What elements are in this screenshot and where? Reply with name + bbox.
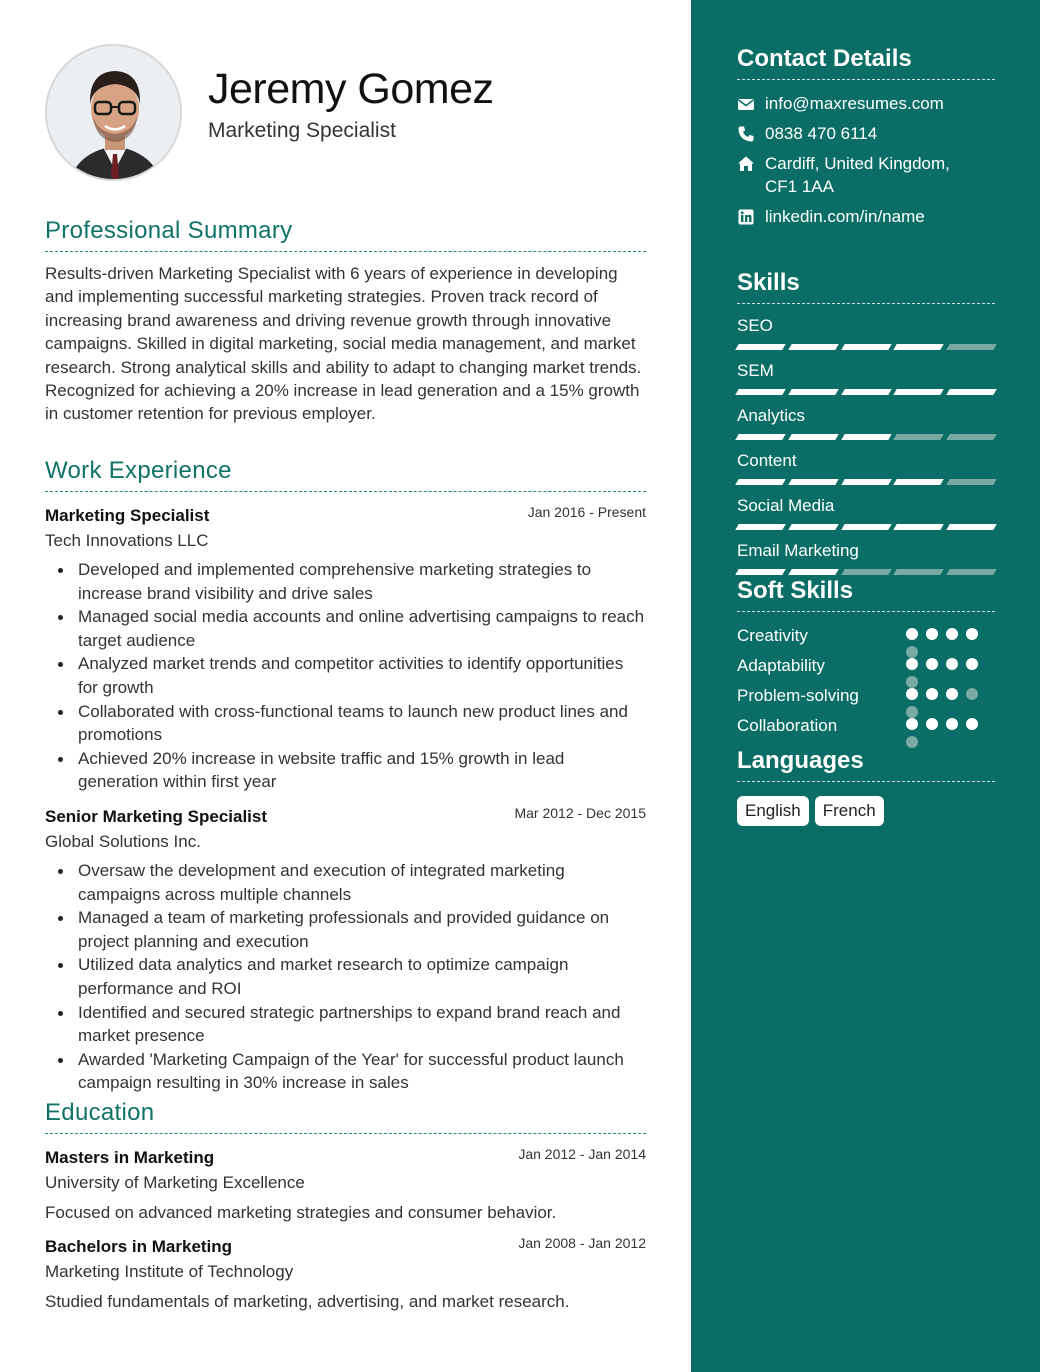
job-title: Marketing Specialist bbox=[45, 506, 210, 525]
skill-level-bar bbox=[737, 569, 995, 575]
skill-level-segment bbox=[735, 479, 785, 485]
rating-dot bbox=[946, 718, 958, 730]
education-entry bbox=[45, 1237, 646, 1313]
candidate-name: Jeremy Gomez bbox=[208, 65, 494, 113]
rating-dot bbox=[906, 628, 918, 640]
soft-skill-name: Creativity bbox=[737, 626, 808, 645]
skill-level-segment bbox=[735, 524, 785, 530]
skill-level-segment bbox=[788, 569, 838, 575]
summary-section bbox=[45, 217, 646, 426]
sidebar bbox=[691, 0, 1040, 1372]
job-dates: Jan 2016 - Present bbox=[527, 504, 646, 520]
skill-level-segment bbox=[841, 479, 891, 485]
education-description: Focused on advanced marketing strategies and consumer behavior. bbox=[45, 1203, 557, 1222]
job-bullet: Analyzed market trends and competitor activities to identify opportunities for growth bbox=[45, 652, 646, 699]
rating-dot bbox=[966, 688, 978, 700]
skill-level-segment bbox=[894, 434, 944, 440]
skill-level-segment bbox=[788, 389, 838, 395]
phone-text: 0838 470 6114 bbox=[765, 124, 878, 143]
skill-level-segment bbox=[946, 434, 996, 440]
skill-level-segment bbox=[735, 389, 785, 395]
address-line-2: CF1 1AA bbox=[765, 177, 834, 196]
job-bullet: Utilized data analytics and market research to optimize campaign performance and ROI bbox=[45, 953, 646, 1000]
school-name: Marketing Institute of Technology bbox=[45, 1262, 294, 1281]
job-entry bbox=[45, 804, 646, 1095]
job-title: Senior Marketing Specialist bbox=[45, 806, 268, 826]
skill-level-segment bbox=[735, 569, 785, 575]
languages-section bbox=[737, 747, 995, 826]
degree-title: Bachelors in Marketing bbox=[45, 1237, 233, 1256]
skill-level-bar bbox=[737, 344, 995, 350]
candidate-role: Marketing Specialist bbox=[208, 119, 396, 142]
skill-level-segment bbox=[788, 479, 838, 485]
rating-dot bbox=[906, 658, 918, 670]
rating-dot bbox=[906, 718, 918, 730]
home-icon bbox=[737, 155, 755, 173]
soft-skill-name: Problem-solving bbox=[737, 686, 859, 705]
skill-level-segment bbox=[894, 344, 944, 350]
soft-skill-rating bbox=[906, 628, 976, 648]
email-text: info@maxresumes.com bbox=[765, 94, 944, 113]
job-dates: Mar 2012 - Dec 2015 bbox=[514, 804, 646, 821]
soft-skill-item bbox=[737, 622, 995, 652]
soft-skill-rating bbox=[906, 718, 976, 738]
education-title: Education bbox=[45, 1099, 646, 1134]
skill-level-segment bbox=[735, 344, 785, 350]
contact-list bbox=[737, 92, 995, 228]
address-line-1: Cardiff, United Kingdom, bbox=[765, 154, 950, 173]
education-header bbox=[45, 1148, 646, 1171]
degree-title: Masters in Marketing bbox=[45, 1148, 215, 1167]
skill-item bbox=[737, 451, 995, 485]
skill-name: Social Media bbox=[737, 496, 835, 515]
skill-level-segment bbox=[788, 344, 838, 350]
summary-text: Results-driven Marketing Specialist with 6 years of experience in developing and implementing successful marketing strategies. Proven track record of increasing brand awareness and driving revenue growth through innovative campaigns. Skilled in digital marketing, social media management, and market research. Strong analytical skills and ability to adapt to changing market trends. Recognized for achieving a 20% increase in lead generation and a 15% growth in customer retention for previous employer. bbox=[45, 264, 642, 424]
job-bullet: Awarded 'Marketing Campaign of the Year' for successful product launch campaign resulting in 30% increase in sales bbox=[45, 1048, 646, 1095]
soft-skills-title: Soft Skills bbox=[737, 577, 995, 612]
experience-section bbox=[45, 457, 646, 1095]
contact-email[interactable] bbox=[737, 92, 995, 115]
job-company: Global Solutions Inc. bbox=[45, 831, 201, 851]
skill-level-segment bbox=[946, 479, 996, 485]
skill-level-segment bbox=[841, 434, 891, 440]
soft-skill-rating bbox=[906, 658, 976, 678]
skill-level-segment bbox=[946, 569, 996, 575]
language-tag: French bbox=[815, 796, 884, 826]
languages-title: Languages bbox=[737, 747, 995, 782]
skill-level-segment bbox=[841, 569, 891, 575]
skill-level-segment bbox=[894, 389, 944, 395]
rating-dot bbox=[926, 658, 938, 670]
skill-level-segment bbox=[946, 344, 996, 350]
education-header bbox=[45, 1237, 646, 1260]
rating-dot bbox=[906, 688, 918, 700]
skill-item bbox=[737, 361, 995, 395]
school-name: University of Marketing Excellence bbox=[45, 1173, 305, 1192]
skill-level-bar bbox=[737, 524, 995, 530]
skill-item bbox=[737, 496, 995, 530]
job-bullets bbox=[45, 558, 646, 794]
job-bullet: Achieved 20% increase in website traffic and 15% growth in lead generation within first year bbox=[45, 747, 646, 794]
contact-linkedin[interactable] bbox=[737, 205, 995, 228]
job-bullet: Managed social media accounts and online advertising campaigns to reach target audience bbox=[45, 605, 646, 652]
skill-level-segment bbox=[735, 434, 785, 440]
job-company: Tech Innovations LLC bbox=[45, 531, 209, 550]
rating-dot bbox=[926, 718, 938, 730]
job-bullet: Developed and implemented comprehensive marketing strategies to increase brand visibility and drive sales bbox=[45, 558, 646, 605]
skill-level-segment bbox=[841, 344, 891, 350]
soft-skill-rating bbox=[906, 688, 976, 708]
experience-title: Work Experience bbox=[45, 457, 646, 492]
contact-phone[interactable] bbox=[737, 122, 995, 145]
education-entry bbox=[45, 1148, 646, 1224]
skill-level-segment bbox=[894, 524, 944, 530]
skills-title: Skills bbox=[737, 269, 995, 304]
education-dates: Jan 2008 - Jan 2012 bbox=[518, 1235, 646, 1251]
skill-level-segment bbox=[788, 524, 838, 530]
education-dates: Jan 2012 - Jan 2014 bbox=[518, 1146, 646, 1162]
summary-title: Professional Summary bbox=[45, 217, 646, 252]
linkedin-text: linkedin.com/in/name bbox=[765, 207, 925, 226]
soft-skills-list bbox=[737, 622, 995, 742]
job-bullet: Collaborated with cross-functional teams to launch new product lines and promotions bbox=[45, 700, 646, 747]
skill-name: Email Marketing bbox=[737, 541, 859, 560]
skill-level-segment bbox=[841, 389, 891, 395]
skill-name: Analytics bbox=[737, 406, 806, 425]
rating-dot bbox=[946, 628, 958, 640]
phone-icon bbox=[737, 125, 755, 143]
education-description: Studied fundamentals of marketing, advertising, and market research. bbox=[45, 1292, 570, 1311]
contact-address bbox=[737, 152, 995, 198]
rating-dot bbox=[946, 658, 958, 670]
rating-dot bbox=[966, 628, 978, 640]
skills-list bbox=[737, 316, 995, 575]
profile-photo bbox=[45, 44, 182, 181]
skill-name: SEM bbox=[737, 361, 774, 380]
job-bullet: Identified and secured strategic partnerships to expand brand reach and market presence bbox=[45, 1001, 646, 1048]
rating-dot bbox=[966, 718, 978, 730]
skill-level-segment bbox=[841, 524, 891, 530]
language-tag: English bbox=[737, 796, 809, 826]
job-bullets bbox=[45, 859, 646, 1095]
soft-skill-name: Adaptability bbox=[737, 656, 825, 675]
skill-level-segment bbox=[894, 569, 944, 575]
rating-dot bbox=[966, 658, 978, 670]
skill-name: SEO bbox=[737, 316, 773, 335]
education-section bbox=[45, 1099, 646, 1313]
job-bullet: Oversaw the development and execution of integrated marketing campaigns across multiple channels bbox=[45, 859, 646, 906]
soft-skills-section bbox=[737, 577, 995, 742]
skill-item bbox=[737, 541, 995, 575]
skill-level-segment bbox=[946, 389, 996, 395]
soft-skill-item bbox=[737, 652, 995, 682]
rating-dot bbox=[926, 688, 938, 700]
skill-level-bar bbox=[737, 479, 995, 485]
avatar-illustration bbox=[47, 46, 182, 181]
contact-title: Contact Details bbox=[737, 45, 995, 80]
soft-skill-name: Collaboration bbox=[737, 716, 838, 735]
job-header bbox=[45, 804, 646, 830]
soft-skill-item bbox=[737, 712, 995, 742]
job-header bbox=[45, 506, 646, 529]
skill-level-bar bbox=[737, 434, 995, 440]
contact-section bbox=[737, 45, 995, 235]
skill-level-bar bbox=[737, 389, 995, 395]
skill-level-segment bbox=[788, 434, 838, 440]
rating-dot bbox=[946, 688, 958, 700]
skill-item bbox=[737, 406, 995, 440]
rating-dot bbox=[926, 628, 938, 640]
languages-list bbox=[737, 796, 995, 826]
skill-name: Content bbox=[737, 451, 797, 470]
skill-item bbox=[737, 316, 995, 350]
soft-skill-item bbox=[737, 682, 995, 712]
skill-level-segment bbox=[894, 479, 944, 485]
job-bullet: Managed a team of marketing professionals and provided guidance on project planning and execution bbox=[45, 906, 646, 953]
job-entry bbox=[45, 506, 646, 794]
skills-section bbox=[737, 269, 995, 575]
envelope-icon bbox=[737, 95, 755, 113]
skill-level-segment bbox=[946, 524, 996, 530]
linkedin-icon bbox=[737, 208, 755, 226]
